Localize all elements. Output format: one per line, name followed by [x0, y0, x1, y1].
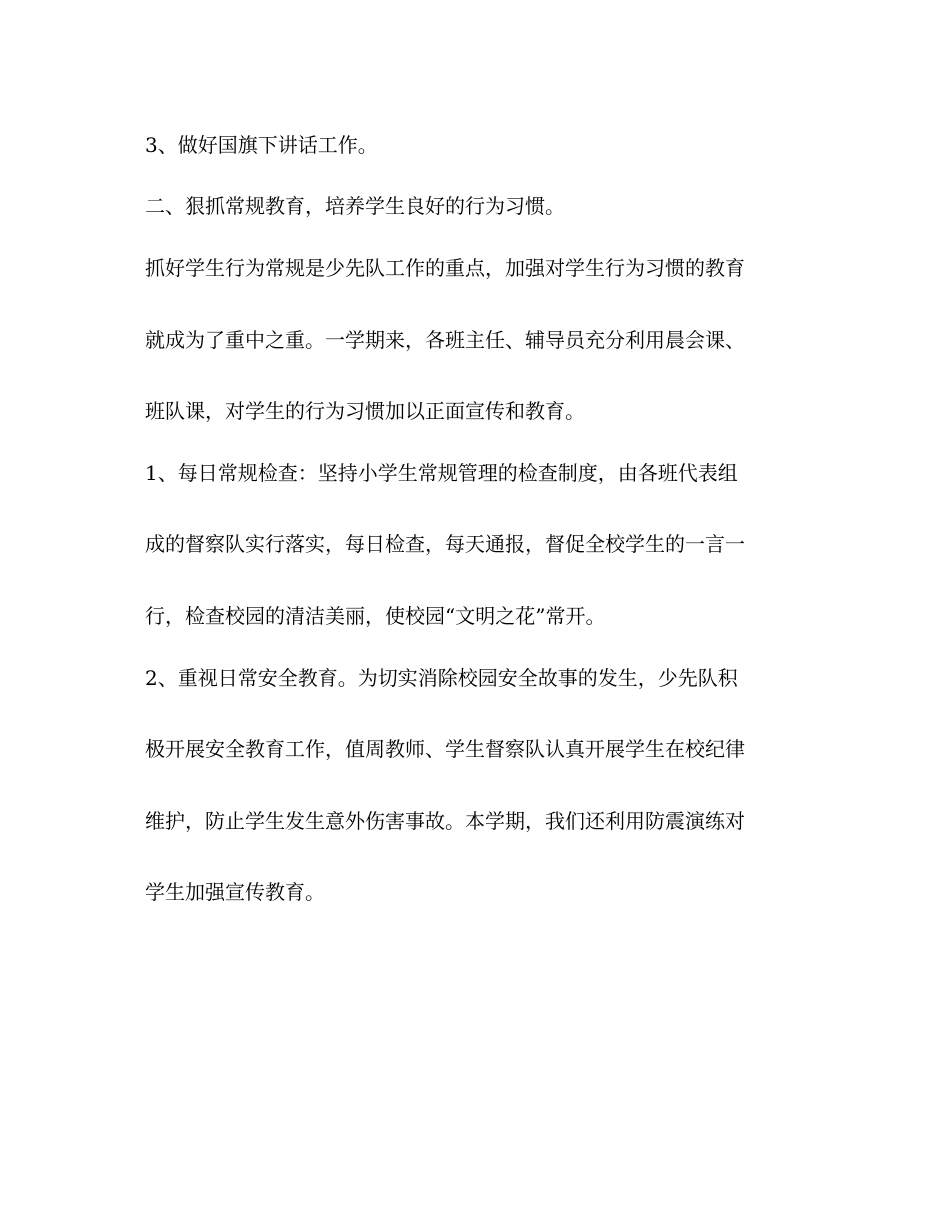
paragraph-line: 维护，防止学生发生意外伤害事故。本学期，我们还利用防震演练对	[145, 809, 745, 833]
paragraph-line: 2、重视日常安全教育。为切实消除校园安全故事的发生，少先队积	[145, 666, 738, 690]
paragraph-line: 行，检查校园的清洁美丽，使校园“文明之花”常开。	[145, 604, 606, 628]
paragraph-line: 抓好学生行为常规是少先队工作的重点，加强对学生行为习惯的教育	[145, 256, 745, 280]
paragraph-line: 极开展安全教育工作，值周教师、学生督察队认真开展学生在校纪律	[145, 737, 745, 761]
section-heading-2: 二、狠抓常规教育，培养学生良好的行为习惯。	[145, 194, 565, 218]
paragraph-line: 成的督察队实行落实，每日检查，每天通报，督促全校学生的一言一	[145, 532, 745, 556]
paragraph-line: 就成为了重中之重。一学期来，各班主任、辅导员充分利用晨会课、	[145, 328, 745, 352]
paragraph-line: 学生加强宣传教育。	[145, 880, 325, 904]
paragraph-line: 1、每日常规检查：坚持小学生常规管理的检查制度，由各班代表组	[145, 461, 738, 485]
paragraph-line: 班队课，对学生的行为习惯加以正面宣传和教育。	[145, 399, 585, 423]
item-3-flag-speech: 3、做好国旗下讲话工作。	[145, 133, 378, 157]
